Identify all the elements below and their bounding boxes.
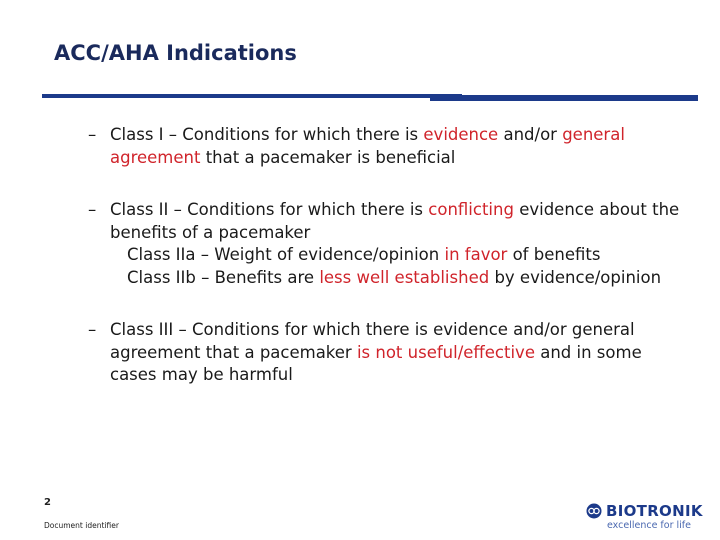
- class2b-line: [110, 267, 688, 290]
- biotronik-logo-icon: [586, 503, 602, 519]
- class1-text-1: Class I – Conditions for which there is: [110, 125, 424, 144]
- title-rule-left: [42, 94, 462, 98]
- class1-highlight-2: general agreement: [110, 125, 625, 167]
- logo-tagline: excellence for life: [607, 520, 691, 531]
- class2a-text-1: Class IIa – Weight of evidence/opinion: [127, 245, 445, 264]
- logo-wordmark: BIOTRONIK: [606, 502, 703, 520]
- class2b-text-1: Class IIb – Benefits are: [127, 267, 320, 287]
- bullet-dash: –: [88, 320, 97, 339]
- title-rule-right: [430, 95, 698, 101]
- slide-content: [88, 124, 688, 387]
- bullet-class-2a: [88, 244, 688, 267]
- class2-text-1: Class II – Conditions for which there is: [110, 200, 429, 219]
- class2a-highlight: in favor: [444, 245, 508, 264]
- class1-text-3: that a pacemaker is beneficial: [200, 147, 456, 167]
- class3-text-2: and in some cases may be harmful: [110, 342, 642, 384]
- biotronik-logo: [586, 502, 702, 532]
- bullet-class-1: [88, 124, 688, 169]
- class1-text-2: and/or: [498, 125, 563, 144]
- class1-highlight-1: evidence: [423, 125, 499, 144]
- slide-title: ACC/AHA Indications: [54, 41, 297, 65]
- class3-text-1: Class III – Conditions for which there is evidence and/or general agreement that a pacemaker: [110, 320, 635, 362]
- class2b-highlight: less well established: [319, 267, 490, 287]
- spacer: [88, 169, 688, 199]
- class2a-text-2: of benefits: [507, 245, 601, 264]
- bullet-class-2: [88, 199, 688, 244]
- bullet-class-3: [88, 319, 688, 387]
- page-number: 2: [44, 497, 51, 508]
- bullet-dash: –: [88, 200, 97, 219]
- class2a-line: [110, 244, 688, 267]
- bullet-class-2b: [88, 267, 688, 290]
- bullet-dash: –: [88, 125, 97, 144]
- class2-text-2: evidence about the benefits of a pacemaker: [110, 200, 680, 242]
- class3-highlight: is not useful/effective: [356, 342, 535, 362]
- class2-highlight-1: conflicting: [428, 200, 514, 219]
- document-identifier: Document identifier: [44, 521, 119, 530]
- spacer: [88, 289, 688, 319]
- class2b-text-2: by evidence/opinion: [489, 267, 662, 287]
